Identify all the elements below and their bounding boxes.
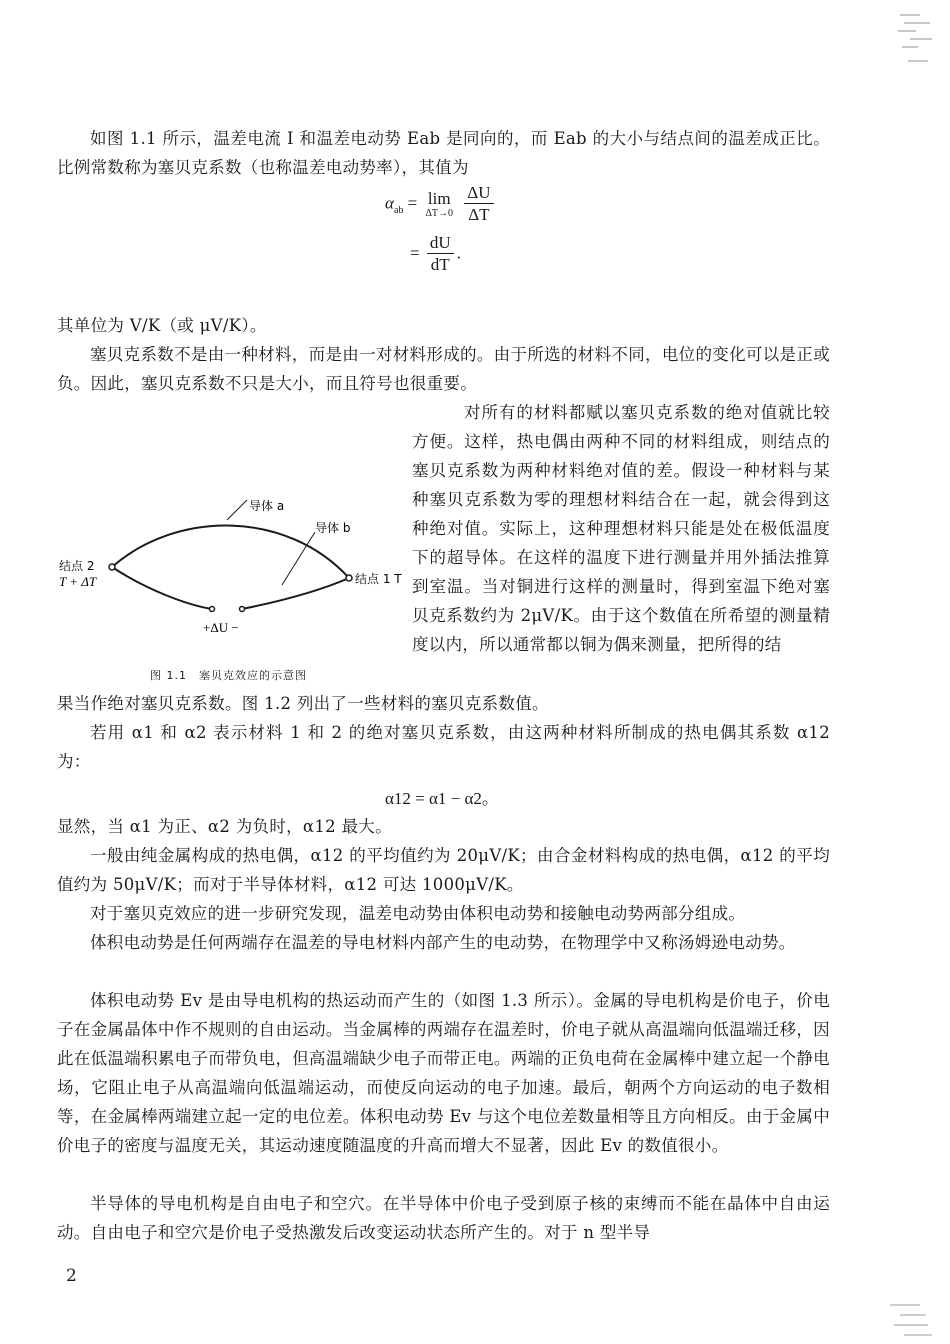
paragraph-8: 对于塞贝克效应的进一步研究发现，温差电动势由体积电动势和接触电动势两部分组成。 (90, 904, 746, 923)
junction-1-dot (346, 575, 352, 581)
paragraph-7: 一般由纯金属构成的热电偶，α12 的平均值约为 20μV/K；由合金材料构成的热电偶，α12 的平均值约为 50μV/K；而对于半导体材料，α12 可达 1000μV/K。 (57, 846, 830, 894)
equation-seebeck-derivative: = $\frac{dU}{dT}$ . (410, 233, 461, 274)
terminal-plus (210, 607, 215, 612)
label-junction-2-temp: T + ΔT (59, 574, 97, 589)
equation-seebeck-limit: $\alpha_{ab}$ = lim ΔT→0 $\frac{\Delta U}{\Delta T}$ (385, 183, 497, 226)
label-junction-2: 结点 2 (59, 559, 95, 573)
fraction-derivative: $\frac{dU}{dT}$ (427, 233, 454, 276)
paragraph-3: 塞贝克系数不是由一种材料，而是由一对材料形成的。由于所选的材料不同，电位的变化可以是正或负。因此，塞贝克系数不只是大小，而且符号也很重要。 (57, 345, 830, 393)
paragraph-11: 半导体的导电机构是自由电子和空穴。在半导体中价电子受到原子核的束缚而不能在晶体中自由运动。自由电子和空穴是价电子受热激发后改变运动状态所产生的。对于 n 型半导 (57, 1194, 830, 1242)
conductor-a-curve (112, 526, 349, 578)
leader-line-b (282, 532, 315, 585)
leader-line-a (227, 500, 247, 520)
figure-caption: 图 1.1 塞贝克效应的示意图 (150, 669, 307, 682)
conductor-b-right (242, 578, 349, 609)
figure-seebeck-diagram (57, 490, 407, 680)
terminal-minus (240, 607, 245, 612)
page-number: 2 (66, 1266, 77, 1286)
paragraph-5: 若用 α1 和 α2 表示材料 1 和 2 的绝对塞贝克系数，由这两种材料所制成的热电偶其系数 α12 为： (57, 723, 830, 771)
label-conductor-a: 导体 a (249, 499, 285, 513)
label-conductor-b: 导体 b (315, 521, 351, 535)
conductor-b-left (112, 567, 212, 609)
equation-alpha12: α12 = α1 − α2。 (385, 789, 499, 808)
label-junction-1: 结点 1 T (355, 572, 402, 586)
paragraph-6: 显然，当 α1 为正、α2 为负时，α12 最大。 (57, 817, 392, 836)
paragraph-1: 如图 1.1 所示，温差电流 I 和温差电动势 Eab 是同向的，而 Eab 的大小与结点间的温差成正比。比例常数称为塞贝克系数（也称温差电动势率），其值为 (57, 129, 830, 177)
scan-noise-top-right (890, 0, 950, 90)
paragraph-9: 体积电动势是任何两端存在温差的导电材料内部产生的电动势，在物理学中又称汤姆逊电动势。 (90, 933, 796, 952)
paragraph-2: 其单位为 V/K（或 μV/K）。 (57, 316, 267, 335)
scan-noise-bottom-right (880, 1284, 950, 1344)
fraction-delta: $\frac{\Delta U}{\Delta T}$ (464, 183, 493, 226)
limit-operator: lim ΔT→0 (425, 188, 454, 219)
label-voltage: +ΔU − (203, 620, 239, 635)
junction-2-dot (109, 564, 115, 570)
paragraph-4-wrapped: 对所有的材料都赋以塞贝克系数的绝对值就比较方便。这样，热电偶由两种不同的材料组成，则结点的塞贝克系数为两种材料绝对值的差。假设一种材料与某种塞贝克系数为零的理想材料结合在一起，就会得到这种绝对值。实际上，这种理想材料只能是处在极低温度下的超导体。在这样的温度下进行测量并用外插法推算到室温。当对铜进行这样的测量时，得到室温下绝对塞贝克系数约为 2μV/K。由于这个数值在所希望的测量精度以内，所以通常都以铜为偶来测量，把所得的结 (412, 403, 830, 654)
paragraph-4-continued: 果当作绝对塞贝克系数。图 1.2 列出了一些材料的塞贝克系数值。 (57, 694, 549, 713)
paragraph-10: 体积电动势 Ev 是由导电机构的热运动而产生的（如图 1.3 所示）。金属的导电机构是价电子，价电子在金属晶体中作不规则的自由运动。当金属棒的两端存在温差时，价电子就从高温端向低温端迁移，因此在低温端积累电子而带负电，但高温端缺少电子而带正电。两端的正负电荷在金属棒中建立起一个静电场，它阻止电子从高温端向低温端运动，而使反向运动的电子加速。最后，朝两个方向运动的电子数相等，在金属棒两端建立起一定的电位差。体积电动势 Ev 与这个电位差数量相等且方向相反。由于金属中价电子的密度与温度无关，其运动速度随温度的升高而增大不显著，因此 Ev 的数值很小。 (57, 991, 830, 1155)
